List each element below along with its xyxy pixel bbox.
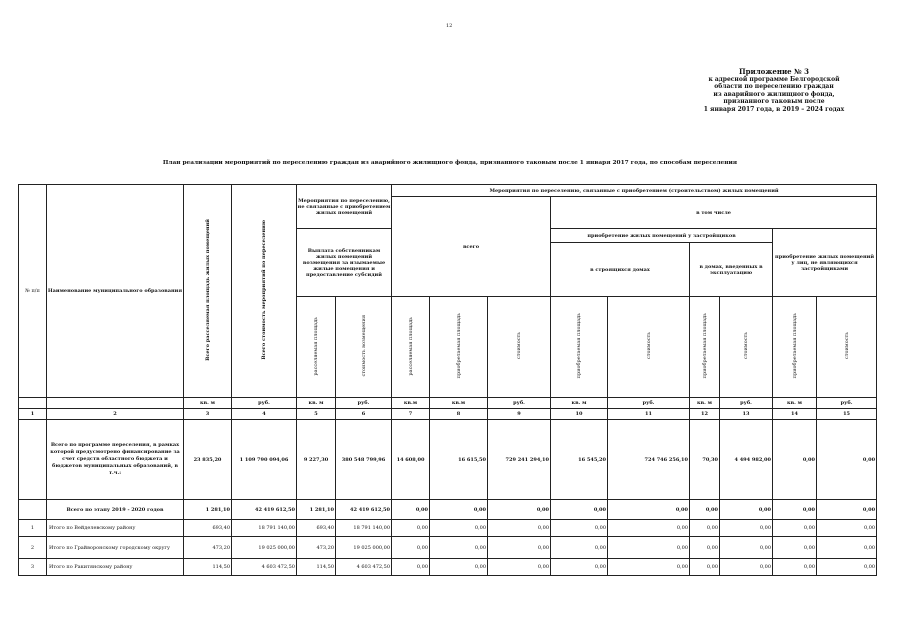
header-from-developers: приобретение жилых помещений у застройщиков (551, 229, 773, 243)
row-value: 16 615,50 (430, 420, 488, 500)
header-settled-area: расселяемая площадь (297, 297, 336, 398)
row-value: 0,00 (720, 537, 773, 559)
appendix-line: к адресной программе Белгородской (708, 76, 840, 83)
row-num (19, 500, 47, 520)
unit-cell: кв.м (392, 398, 430, 409)
row-value: 16 545,20 (551, 420, 608, 500)
header-acquired-area: приобретаемая площадь (430, 297, 488, 398)
header-commissioned: в домах, введенных в эксплуатацию (690, 243, 773, 297)
header-purchase: Мероприятия по переселению, связанные с приобретением (строительством) жилых помещений (392, 185, 877, 197)
row-value: 1 281,10 (297, 500, 336, 520)
table-row (19, 559, 877, 576)
row-value: 9 227,30 (297, 420, 336, 500)
row-value: 693,40 (184, 520, 232, 537)
appendix-title: Приложение № 3 (739, 67, 809, 76)
row-value: 42 419 612,50 (232, 500, 297, 520)
row-value: 0,00 (551, 500, 608, 520)
row-value: 473,20 (297, 537, 336, 559)
row-value: 19 025 000,00 (336, 537, 392, 559)
header-not-purchase: Мероприятия по переселению, не связанные с приобретением жилых помещений (297, 185, 392, 229)
row-value: 42 419 612,50 (336, 500, 392, 520)
row-name: Итого по Вейделевскому району (47, 520, 184, 537)
row-name: Всего по программе переселения, в рамках которой предусмотрено финансирование за счет средств областного бюджета и бюджетов муниципальных образований, в т.ч.: (47, 420, 184, 500)
row-value: 14 608,00 (392, 420, 430, 500)
row-value: 4 603 472,50 (336, 559, 392, 576)
col-number: 15 (817, 409, 877, 420)
row-value: 0,00 (392, 537, 430, 559)
unit-cell: руб. (817, 398, 877, 409)
unit-cell: кв. м (773, 398, 817, 409)
header-cost: стоимость (608, 297, 690, 398)
row-value: 0,00 (488, 537, 551, 559)
col-number: 3 (184, 409, 232, 420)
header-total-cost: Всего стоимость мероприятий по переселению (232, 185, 297, 398)
col-number: 13 (720, 409, 773, 420)
row-value: 0,00 (608, 520, 690, 537)
row-value: 0,00 (720, 559, 773, 576)
header-total-area: Всего расселяемая площадь жилых помещений (184, 185, 232, 398)
col-number: 5 (297, 409, 336, 420)
row-value: 0,00 (817, 559, 877, 576)
table-row (19, 537, 877, 559)
row-value: 1 281,10 (184, 500, 232, 520)
unit-blank (47, 398, 184, 409)
col-number: 9 (488, 409, 551, 420)
row-value: 0,00 (773, 420, 817, 500)
row-value: 0,00 (773, 520, 817, 537)
header-num: № п/п (19, 185, 47, 398)
row-value: 0,00 (430, 500, 488, 520)
col-number: 6 (336, 409, 392, 420)
unit-cell: руб. (488, 398, 551, 409)
row-num: 2 (19, 537, 47, 559)
table-row (19, 500, 877, 520)
row-value: 0,00 (551, 559, 608, 576)
header-settled-cost: стоимость возмещения (336, 297, 392, 398)
row-value: 1 109 790 094,06 (232, 420, 297, 500)
row-value: 4 494 982,00 (720, 420, 773, 500)
row-value: 0,00 (430, 537, 488, 559)
col-number: 2 (47, 409, 184, 420)
document-title: План реализации мероприятий по переселению граждан из аварийного жилищного фонда, признанного таковым после 1 января 2017 года, по способам переселения (162, 160, 738, 166)
appendix-line: признанного таковым после (723, 98, 825, 106)
row-value: 0,00 (608, 537, 690, 559)
col-number: 1 (19, 409, 47, 420)
appendix-block (692, 67, 856, 113)
col-number: 4 (232, 409, 297, 420)
header-cost: стоимость (720, 297, 773, 398)
row-value: 0,00 (817, 537, 877, 559)
header-settled-area-2: расселяемая площадь (392, 297, 430, 398)
unit-cell: кв. м (297, 398, 336, 409)
row-value: 0,00 (817, 420, 877, 500)
row-value: 0,00 (608, 500, 690, 520)
unit-cell: руб. (608, 398, 690, 409)
row-value: 0,00 (430, 520, 488, 537)
unit-blank (19, 398, 47, 409)
header-acquired-area: приобретаемая площадь (773, 297, 817, 398)
header-from-others: приобретение жилых помещений у лиц, не являющихся застройщиками (773, 229, 877, 297)
row-value: 4 603 472,50 (232, 559, 297, 576)
col-number: 7 (392, 409, 430, 420)
row-value: 473,20 (184, 537, 232, 559)
row-value: 0,00 (690, 500, 720, 520)
unit-cell: руб. (336, 398, 392, 409)
row-value: 19 025 000,00 (232, 537, 297, 559)
row-value: 729 241 294,10 (488, 420, 551, 500)
row-value: 114,50 (184, 559, 232, 576)
row-value: 18 791 140,00 (336, 520, 392, 537)
row-value: 18 791 140,00 (232, 520, 297, 537)
page-number: 12 (446, 23, 453, 29)
row-value: 0,00 (430, 559, 488, 576)
row-name: Всего по этапу 2019 - 2020 годов (47, 500, 184, 520)
row-value: 0,00 (392, 500, 430, 520)
relocation-plan-table (18, 184, 877, 576)
unit-cell: кв. м (690, 398, 720, 409)
row-value: 0,00 (488, 559, 551, 576)
row-name: Итого по Ракитянскому району (47, 559, 184, 576)
row-value: 0,00 (392, 520, 430, 537)
header-including: в том числе (551, 197, 877, 229)
col-number: 10 (551, 409, 608, 420)
header-under-construction: в строящихся домах (551, 243, 690, 297)
unit-cell: руб. (232, 398, 297, 409)
row-value: 0,00 (608, 559, 690, 576)
unit-cell: руб. (720, 398, 773, 409)
row-value: 0,00 (690, 537, 720, 559)
row-num: 1 (19, 520, 47, 537)
col-number: 11 (608, 409, 690, 420)
row-num (19, 420, 47, 500)
row-num: 3 (19, 559, 47, 576)
header-cost: стоимость (817, 297, 877, 398)
row-value: 0,00 (773, 500, 817, 520)
unit-cell: кв. м (551, 398, 608, 409)
col-number: 12 (690, 409, 720, 420)
row-value: 693,40 (297, 520, 336, 537)
table-row (19, 520, 877, 537)
row-name: Итого по Грайворонскому городскому округу (47, 537, 184, 559)
unit-cell: кв.м (430, 398, 488, 409)
header-cost: стоимость (488, 297, 551, 398)
header-payment: Выплата собственникам жилых помещений возмещения за изымаемые жилые помещения и предоставление субсидий (297, 229, 392, 297)
row-value: 0,00 (392, 559, 430, 576)
row-value: 0,00 (551, 520, 608, 537)
row-value: 70,30 (690, 420, 720, 500)
header-acquired-area: приобретаемая площадь (690, 297, 720, 398)
row-value: 0,00 (720, 500, 773, 520)
appendix-line: из аварийного жилищного фонда, (713, 90, 835, 98)
row-value: 0,00 (720, 520, 773, 537)
appendix-line: области по переселению граждан (714, 83, 834, 91)
col-number: 8 (430, 409, 488, 420)
header-acquired-area: приобретаемая площадь (551, 297, 608, 398)
row-value: 0,00 (817, 520, 877, 537)
row-value: 0,00 (817, 500, 877, 520)
row-value: 0,00 (488, 520, 551, 537)
row-value: 724 746 256,10 (608, 420, 690, 500)
row-value: 114,50 (297, 559, 336, 576)
row-value: 0,00 (773, 559, 817, 576)
header-total: всего (392, 197, 551, 297)
unit-cell: кв. м (184, 398, 232, 409)
row-value: 380 548 799,96 (336, 420, 392, 500)
row-value: 0,00 (773, 537, 817, 559)
header-name: Наименование муниципального образования (47, 185, 184, 398)
row-value: 0,00 (488, 500, 551, 520)
col-number: 14 (773, 409, 817, 420)
row-value: 0,00 (690, 559, 720, 576)
row-value: 0,00 (551, 537, 608, 559)
table-row (19, 420, 877, 500)
row-value: 23 835,20 (184, 420, 232, 500)
row-value: 0,00 (690, 520, 720, 537)
appendix-line: 1 января 2017 года, в 2019 – 2024 годах (703, 105, 845, 113)
